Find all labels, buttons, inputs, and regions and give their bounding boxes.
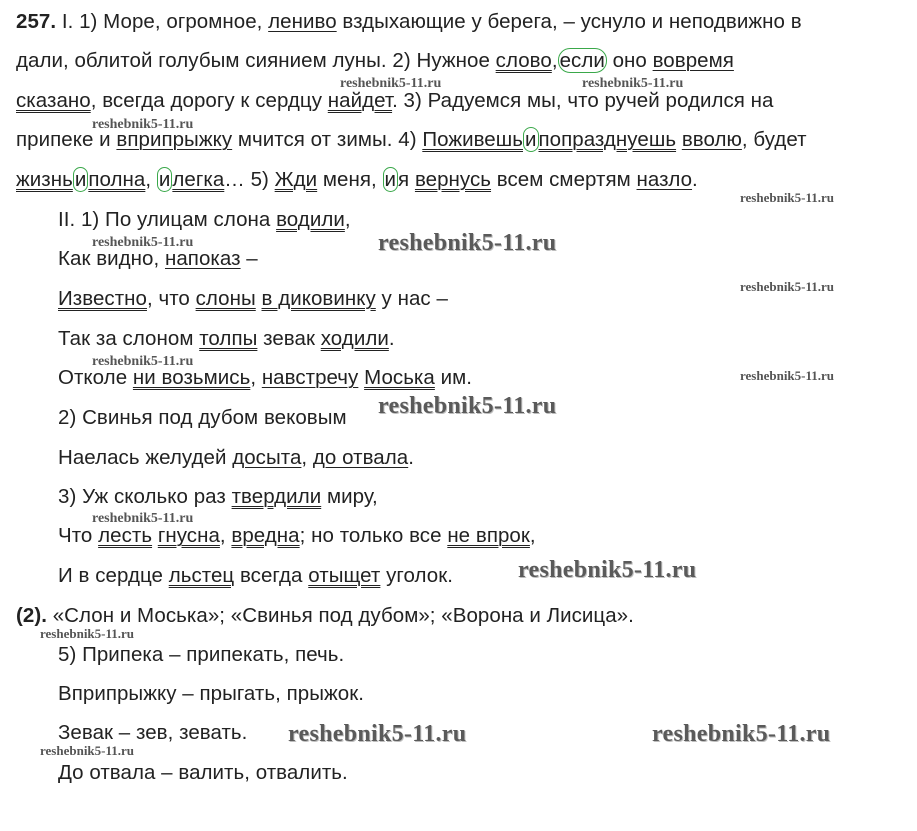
list-item: Зевак – зев, зевать. [58, 721, 248, 744]
task-2-label: (2). [16, 604, 47, 627]
predicate-word: попразднуешь [538, 128, 677, 151]
text-line: жизньиполна, илегка… 5) Жди меня, ия вернусь всем смертям назло. [16, 168, 698, 191]
subject-word: лесть [98, 524, 153, 547]
watermark: reshebnik5-11.ru [582, 76, 684, 91]
watermark: reshebnik5-11.ru [92, 354, 194, 369]
text-line: 257. I. 1) Море, огромное, лениво вздыхающие у берега, – уснуло и неподвижно в [16, 10, 802, 33]
watermark: reshebnik5-11.ru [652, 721, 831, 747]
predicate-word: Поживешь [422, 128, 523, 151]
underlined-word: вовремя [652, 49, 734, 72]
underlined-word: назло [636, 168, 693, 191]
text-line: дали, облитой голубым сиянием луны. 2) Нужное слово,если оно вовремя [16, 49, 734, 72]
predicate-word: полна [88, 168, 146, 191]
subject-word: слоны [195, 287, 256, 310]
watermark: reshebnik5-11.ru [92, 511, 194, 526]
text-line: припеке и вприпрыжку мчится от зимы. 4) Поживешьипопразднуешь вволю, будет [16, 128, 807, 151]
predicate-word: ни возьмись [132, 366, 251, 389]
predicate-word: вернусь [414, 168, 492, 191]
circled-conjunction: и [524, 128, 537, 151]
poem-line: 2) Свинья под дубом вековым [58, 406, 347, 429]
poem-line: Наелась желудей досыта, до отвала. [58, 446, 414, 469]
underlined-word: вприпрыжку [116, 128, 233, 151]
poem-line: Что лесть гнусна, вредна; но только все не впрок, [58, 524, 536, 547]
list-item: 5) Припека – припекать, печь. [58, 643, 345, 666]
list-item: До отвала – валить, отвалить. [58, 761, 348, 784]
circled-conjunction: и [384, 168, 397, 191]
predicate-word: ходили [320, 327, 389, 350]
poem-line: 3) Уж сколько раз твердили миру, [58, 485, 378, 508]
predicate-word: найдет [327, 89, 393, 112]
poem-line: Как видно, напоказ – [58, 247, 258, 270]
watermark: reshebnik5-11.ru [378, 393, 557, 419]
exercise-number: 257. [16, 10, 57, 33]
underlined-word: досыта [232, 446, 302, 469]
underlined-word: до отвала [312, 446, 409, 469]
underlined-word: вволю [681, 128, 742, 151]
circled-conjunction: если [559, 49, 605, 72]
predicate-word: Жди [274, 168, 318, 191]
poem-line: Так за слоном толпы зевак ходили. [58, 327, 395, 350]
watermark: reshebnik5-11.ru [518, 557, 697, 583]
subject-word: жизнь [16, 168, 73, 191]
poem-line: И в сердце льстец всегда отыщет уголок. [58, 564, 453, 587]
subject-word: Моська [364, 366, 435, 389]
circled-conjunction: и [158, 168, 171, 191]
predicate-word: водили [276, 208, 345, 231]
watermark: reshebnik5-11.ru [92, 117, 194, 132]
task-2-line: (2). «Слон и Моська»; «Свинья под дубом»; «Ворона и Лисица». [16, 604, 634, 627]
watermark: reshebnik5-11.ru [740, 368, 835, 383]
watermark: reshebnik5-11.ru [378, 230, 557, 256]
poem-line: II. 1) По улицам слона водили, [58, 208, 351, 231]
predicate-word: гнусна [157, 524, 220, 547]
subject-word: слово [495, 49, 552, 72]
predicate-word: твердили [231, 485, 322, 508]
list-item: Вприпрыжку – прыгать, прыжок. [58, 682, 364, 705]
watermark: reshebnik5-11.ru [740, 279, 835, 294]
predicate-word: легка [172, 168, 225, 191]
predicate-word: отыщет [308, 564, 381, 587]
watermark: reshebnik5-11.ru [40, 743, 135, 758]
predicate-word: Известно [58, 287, 147, 310]
predicate-word: в диковинку [261, 287, 376, 310]
text-line: сказано, всегда дорогу к сердцу найдет. 3) Радуемся мы, что ручей родился на [16, 89, 774, 112]
watermark: reshebnik5-11.ru [92, 235, 194, 250]
underlined-word: лениво [268, 10, 337, 33]
subject-word: льстец [168, 564, 235, 587]
watermark: reshebnik5-11.ru [340, 76, 442, 91]
underlined-word: навстречу [261, 366, 359, 389]
watermark: reshebnik5-11.ru [288, 721, 467, 747]
circled-conjunction: и [74, 168, 87, 191]
predicate-word: сказано [16, 89, 91, 112]
predicate-word: не впрок [447, 524, 530, 547]
watermark: reshebnik5-11.ru [40, 626, 135, 641]
subject-word: толпы [199, 327, 258, 350]
poem-line: Отколе ни возьмись, навстречу Моська им. [58, 366, 472, 389]
predicate-word: вредна [231, 524, 300, 547]
watermark: reshebnik5-11.ru [740, 190, 835, 205]
poem-line: Известно, что слоны в диковинку у нас – [58, 287, 448, 310]
underlined-word: напоказ [164, 247, 241, 270]
